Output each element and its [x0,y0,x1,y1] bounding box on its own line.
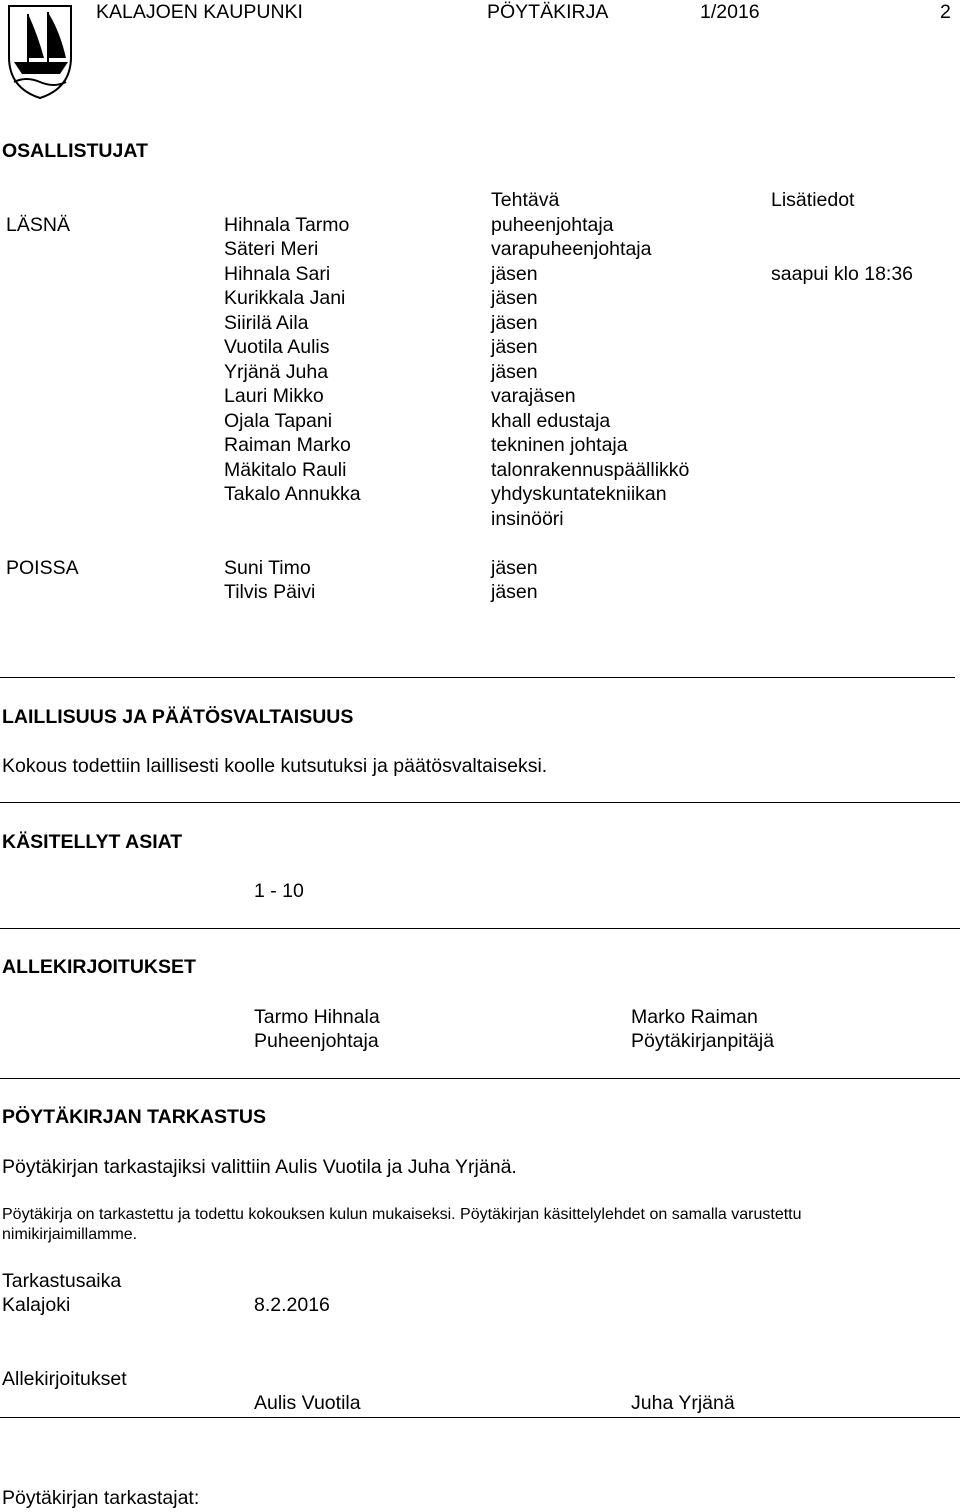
reviewer-1-name: Aulis Vuotila [254,1392,361,1414]
participant-role: varajäsen [491,385,576,407]
participant-role: jäsen [491,312,538,334]
participant-name: Kurikkala Jani [224,287,346,309]
participant-info: saapui klo 18:36 [771,263,914,285]
participant-name: Takalo Annukka [224,483,361,505]
review-date: 8.2.2016 [254,1294,330,1316]
participant-role: jäsen [491,287,538,309]
participant-role: jäsen [491,336,538,358]
column-header-role: Tehtävä [491,189,560,211]
participant-role: varapuheenjohtaja [491,238,652,260]
participant-role: jäsen [491,263,538,285]
participant-name: Mäkitalo Rauli [224,459,347,481]
review-reviewers-text: Pöytäkirjan tarkastajiksi valittiin Aulis Vuotila ja Juha Yrjänä. [2,1156,517,1178]
participants-heading: OSALLISTUJAT [2,140,148,162]
participant-name: Lauri Mikko [224,385,324,407]
header-organization: KALAJOEN KAUPUNKI [96,1,303,23]
review-note-line2: nimikirjaimillamme. [2,1226,138,1243]
participant-role: talonrakennuspäällikkö [491,459,690,481]
chair-title: Puheenjohtaja [254,1030,379,1052]
secretary-title: Pöytäkirjanpitäjä [631,1030,775,1052]
city-crest-logo [6,2,74,100]
absent-role: jäsen [491,557,538,579]
participant-name: Hihnala Tarmo [224,214,350,236]
participant-role: jäsen [491,361,538,383]
participant-role: khall edustaja [491,410,611,432]
participant-role: yhdyskuntatekniikan [491,483,667,505]
absent-role: jäsen [491,581,538,603]
participant-role: puheenjohtaja [491,214,614,236]
column-header-info: Lisätiedot [771,189,855,211]
participant-name: Siirilä Aila [224,312,309,334]
reviewers-footer-label: Pöytäkirjan tarkastajat: [2,1487,200,1509]
legality-text: Kokous todettiin laillisesti koolle kutsutuksi ja päätösvaltaiseksi. [2,755,548,777]
review-time-label: Tarkastusaika [2,1270,122,1292]
secretary-name: Marko Raiman [631,1006,758,1028]
header-page-number: 2 [940,1,951,23]
absent-label: POISSA [6,557,79,579]
section-divider [0,677,955,678]
participant-name: Raiman Marko [224,434,351,456]
present-label: LÄSNÄ [6,214,70,236]
participant-name: Ojala Tapani [224,410,333,432]
review-heading: PÖYTÄKIRJAN TARKASTUS [2,1106,266,1128]
section-divider [0,802,960,803]
participant-name: Säteri Meri [224,238,319,260]
absent-name: Tilvis Päivi [224,581,316,603]
section-divider [0,1078,960,1079]
section-divider [0,928,960,929]
review-signatures-label: Allekirjoitukset [2,1368,127,1390]
signatures-heading: ALLEKIRJOITUKSET [2,956,196,978]
review-place: Kalajoki [2,1294,71,1316]
participant-name: Yrjänä Juha [224,361,329,383]
participant-name: Vuotila Aulis [224,336,330,358]
legality-heading: LAILLISUUS JA PÄÄTÖSVALTAISUUS [2,706,354,728]
review-note-line1: Pöytäkirja on tarkastettu ja todettu kokouksen kulun mukaiseksi. Pöytäkirjan käsittelylehdet on samalla varustettu [2,1206,802,1223]
participant-role-continued: insinööri [491,508,564,530]
reviewer-2-name: Juha Yrjänä [631,1392,735,1414]
participant-role: tekninen johtaja [491,434,628,456]
section-divider [0,1417,960,1418]
matters-heading: KÄSITELLYT ASIAT [2,831,183,853]
participant-name: Hihnala Sari [224,263,331,285]
absent-name: Suni Timo [224,557,311,579]
chair-name: Tarmo Hihnala [254,1006,380,1028]
matters-range: 1 - 10 [254,880,304,902]
header-document-type: PÖYTÄKIRJA [487,1,609,23]
header-document-number: 1/2016 [700,1,760,23]
